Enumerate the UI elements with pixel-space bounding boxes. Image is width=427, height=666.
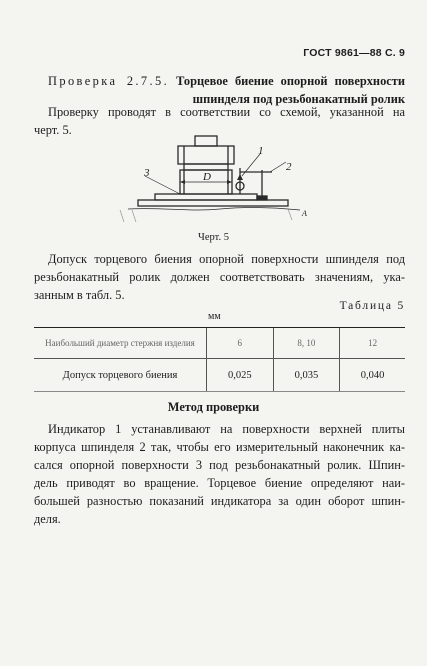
section-title-line1: Торцевое биение опорной поверхности bbox=[176, 74, 405, 88]
page-header: ГОСТ 9861—88 С. 9 bbox=[303, 47, 405, 59]
figure-label-3: 3 bbox=[144, 167, 150, 179]
method-line3: сался опорной поверхности 3 под резьбонакатный ролик. Шпин- bbox=[34, 458, 405, 472]
support-surface bbox=[155, 194, 257, 200]
spindle-cap bbox=[195, 136, 217, 146]
figure-5-schematic bbox=[100, 130, 330, 225]
row-param: Допуск торцевого биения bbox=[34, 359, 207, 392]
figure-label-a: A bbox=[302, 209, 307, 218]
row-value-3: 0,040 bbox=[340, 359, 405, 392]
header-col-2: 8, 10 bbox=[273, 328, 340, 359]
tolerance-table bbox=[34, 327, 405, 392]
method-line5: большей разностью показаний индикатора за один оборот шпин- bbox=[34, 494, 405, 508]
method-line1: Индикатор 1 устанавливают на поверхности верхней плиты bbox=[48, 422, 405, 436]
header-param: Наибольший диаметр стержня изделия bbox=[34, 328, 207, 359]
base-plate bbox=[138, 200, 288, 206]
figure-label-2: 2 bbox=[286, 161, 292, 173]
row-value-1: 0,025 bbox=[207, 359, 274, 392]
tolerance-line2: резьбонакатный ролик должен соответствовать значениям, ука- bbox=[34, 270, 405, 284]
tolerance-line3: занным в табл. 5. bbox=[34, 288, 125, 302]
table-row bbox=[34, 359, 405, 392]
intro-line1: Проверку проводят в соответствии со схемой, указанной на bbox=[48, 105, 405, 119]
figure-label-1: 1 bbox=[258, 145, 264, 157]
header-col-3: 12 bbox=[340, 328, 405, 359]
figure-label-d: D bbox=[203, 171, 211, 183]
figure-caption: Черт. 5 bbox=[198, 232, 229, 243]
tolerance-line1: Допуск торцевого биения опорной поверхности шпинделя под bbox=[48, 252, 405, 266]
method-line2: корпуса шпинделя 2 так, чтобы его измерительный наконечник ка- bbox=[34, 440, 405, 454]
table-header-row bbox=[34, 328, 405, 359]
section-title-line2: шпинделя под резьбонакатный ролик bbox=[192, 92, 405, 106]
spindle-upper-body bbox=[178, 146, 234, 164]
method-line6: деля. bbox=[34, 512, 61, 526]
row-value-2: 0,035 bbox=[273, 359, 340, 392]
header-col-1: 6 bbox=[207, 328, 274, 359]
table-caption: Таблица 5 bbox=[339, 300, 405, 312]
section-label: Проверка 2.7.5. bbox=[48, 74, 170, 88]
method-line4: дель приводят во вращение. Торцевое биение определяют наи- bbox=[34, 476, 405, 490]
table-unit: мм bbox=[208, 311, 221, 322]
spindle-collar bbox=[184, 164, 228, 170]
intro-line2: черт. 5. bbox=[34, 123, 72, 137]
section-heading-line1 bbox=[48, 72, 405, 90]
method-title: Метод проверки bbox=[167, 400, 260, 414]
